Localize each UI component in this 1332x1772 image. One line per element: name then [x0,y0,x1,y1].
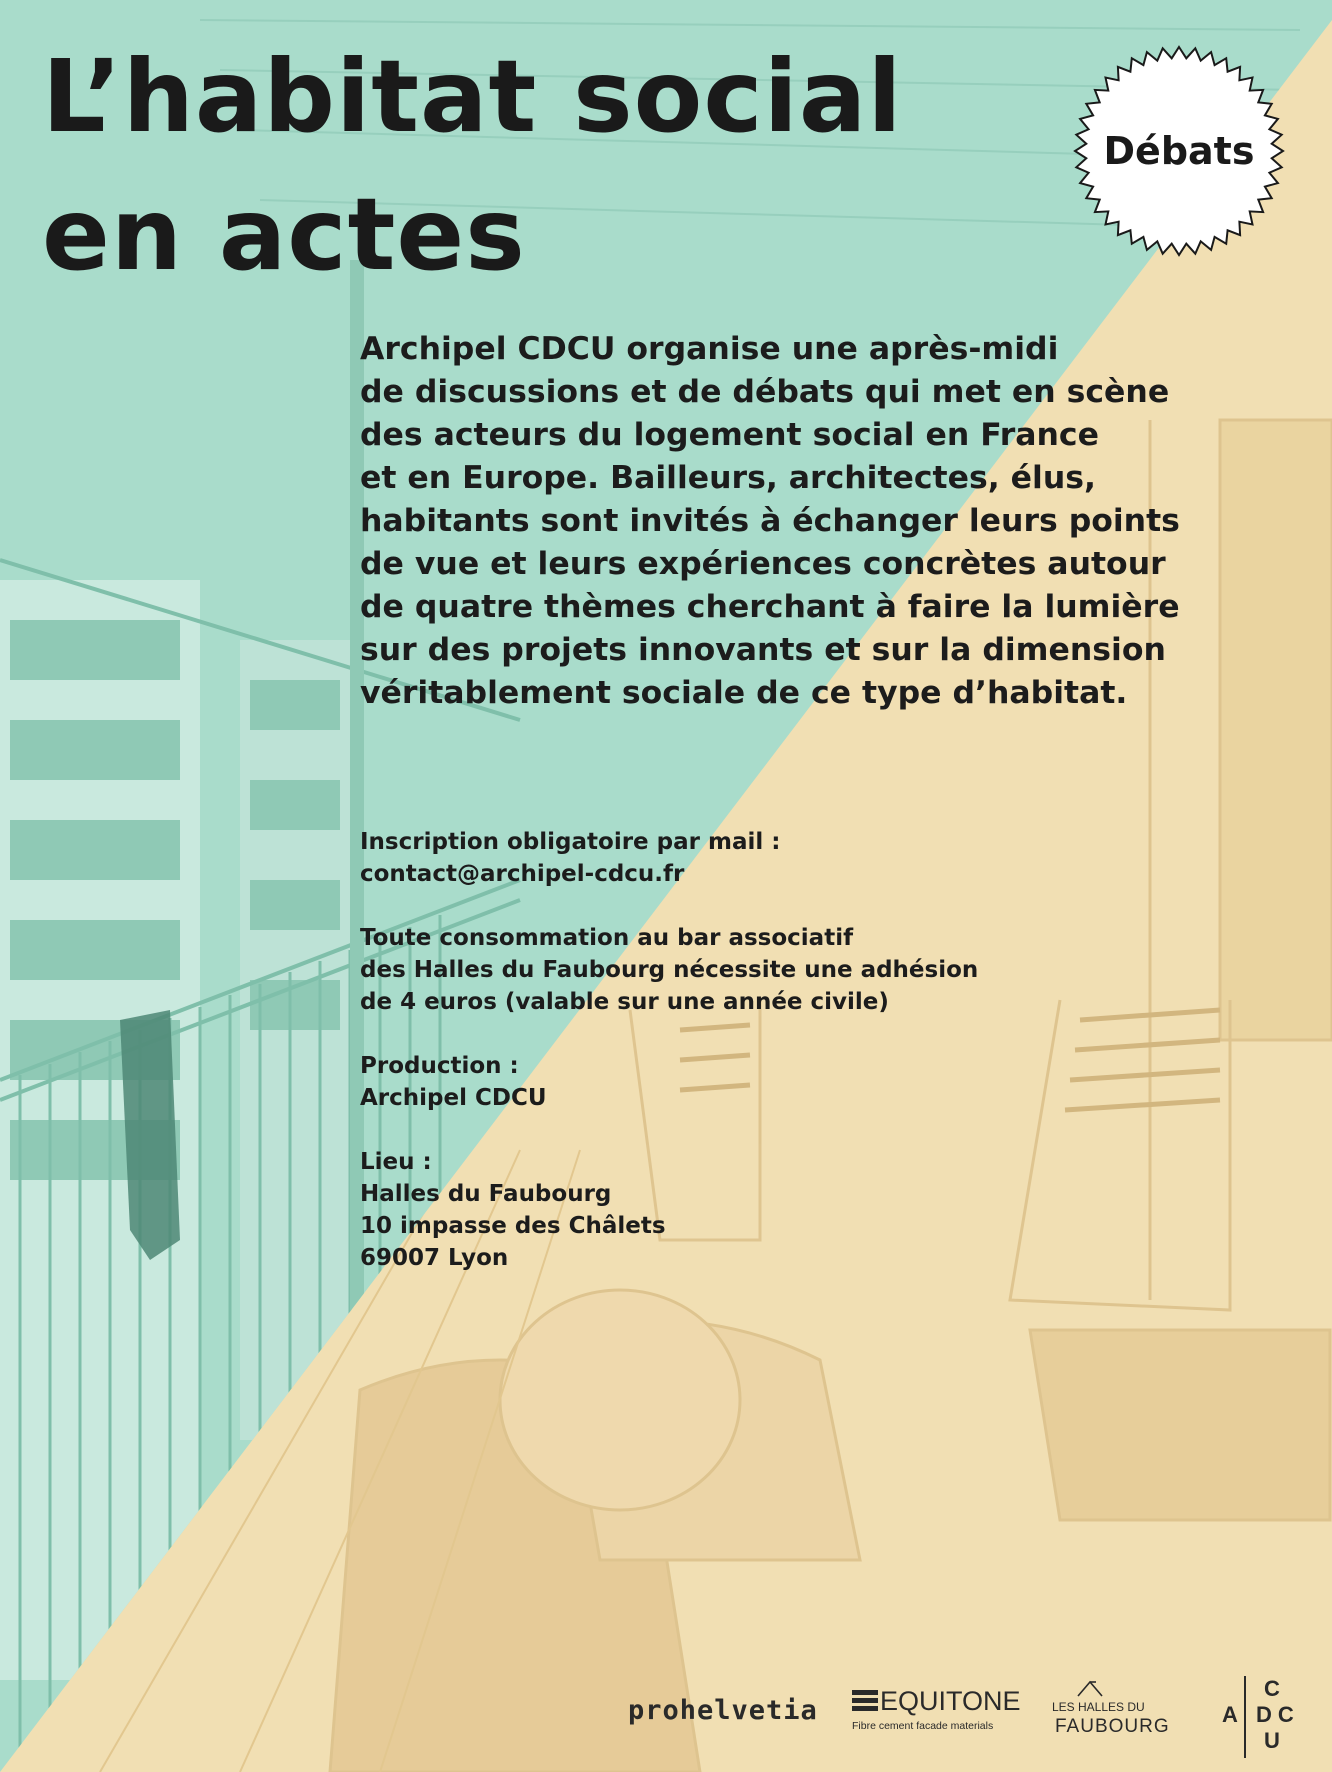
halles-top-text: LES HALLES DU [1052,1700,1145,1714]
acdcu-letter-c: C [1264,1676,1286,1701]
intro-line: des acteurs du logement social en France [360,417,1099,453]
equitone-tagline: Fibre cement facade materials [852,1720,994,1732]
intro-line: Archipel CDCU organise une après-midi [360,331,1059,367]
bar-membership-block [360,922,1120,1018]
roof-icon [1074,1678,1114,1698]
bar-note-line: de 4 euros (valable sur une année civile) [360,989,889,1015]
venue-street: 10 impasse des Châlets [360,1213,666,1239]
intro-line: et en Europe. Bailleurs, architectes, élus, [360,460,1096,496]
venue-block [360,1146,1120,1274]
contact-email[interactable]: contact@archipel-cdcu.fr [360,861,685,887]
halles-du-faubourg-logo [1052,1678,1170,1748]
production-name: Archipel CDCU [360,1085,547,1111]
registration-block [360,826,1120,890]
sponsor-logos [0,1660,1332,1770]
debats-badge [1070,42,1288,260]
intro-line: de quatre thèmes cherchant à faire la lumière [360,589,1180,625]
equitone-name: EQUITONE [880,1686,1021,1716]
production-block [360,1050,1120,1114]
title-line-2: en actes [42,176,526,293]
title-line-1: L’habitat social [42,38,903,155]
acdcu-letters-dc: DC [1256,1702,1300,1727]
badge-label: Débats [1103,129,1255,173]
venue-label: Lieu : [360,1149,432,1175]
intro-line: habitants sont invités à échanger leurs points [360,503,1180,539]
bar-note-line: Toute consommation au bar associatif [360,925,854,951]
intro-paragraph [360,328,1280,715]
intro-line: sur des projets innovants et sur la dimension [360,632,1166,668]
intro-line: de vue et leurs expériences concrètes autour [360,546,1166,582]
acdcu-letter-a: A [1222,1702,1244,1727]
bar-note-line: des Halles du Faubourg nécessite une adhésion [360,957,979,983]
acdcu-divider [1244,1676,1246,1758]
acdcu-letter-u: U [1264,1728,1286,1753]
venue-city: 69007 Lyon [360,1245,509,1271]
halles-bottom-text: FAUBOURG [1055,1716,1170,1737]
production-label: Production : [360,1053,519,1079]
event-info [360,826,1120,1306]
intro-line: véritablement sociale de ce type d’habitat. [360,675,1128,711]
acdcu-logo [1216,1672,1306,1762]
venue-name: Halles du Faubourg [360,1181,612,1207]
prohelvetia-logo: prohelvetia [628,1695,818,1726]
equitone-bars-icon [852,1690,878,1712]
poster-title [42,28,903,304]
registration-label: Inscription obligatoire par mail : [360,829,781,855]
intro-line: de discussions et de débats qui met en scène [360,374,1170,410]
